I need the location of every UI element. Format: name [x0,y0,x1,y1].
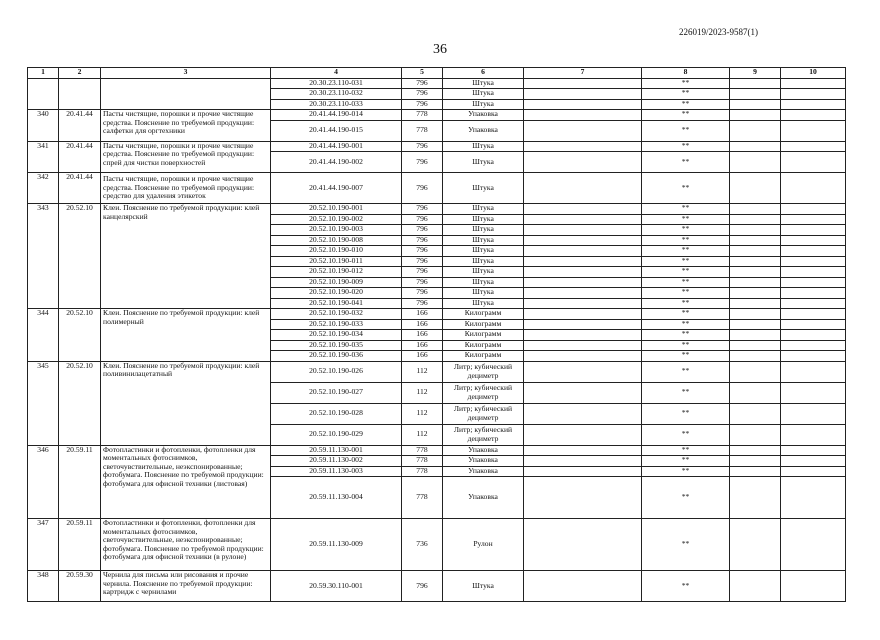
unit-name: Килограмм [443,351,524,362]
col-10-empty [781,466,846,477]
procurement-table [27,67,846,602]
col-9-empty [730,110,781,121]
col-7-empty [524,298,642,309]
row-number: 345 [28,361,59,445]
okei-code: 112 [402,361,443,382]
table-row [28,445,846,456]
col-9-empty [730,277,781,288]
col-7-empty [524,288,642,299]
okei-code: 796 [402,225,443,236]
item-description: Фотопластинки и фотопленки, фотопленки для моментальных фотоснимков, светочувствительные, неэкспонированные; фотобумага. Пояснение по требуемой продукции: фотобумага для офисной техники (листовая) [101,445,271,519]
col-7-empty [524,340,642,351]
okei-code: 112 [402,403,443,424]
okei-code: 166 [402,330,443,341]
col-10-empty [781,361,846,382]
item-description: Пасты чистящие, порошки и прочие чистящие средства. Пояснение по требуемой продукции: спрей для чистки поверхностей [101,141,271,173]
mark: ** [642,173,730,204]
col-10-empty [781,246,846,257]
unit-name: Упаковка [443,466,524,477]
col-9-empty [730,445,781,456]
col-10-empty [781,424,846,445]
table-row [28,141,846,152]
unit-name: Килограмм [443,340,524,351]
unit-name: Литр; кубический дециметр [443,382,524,403]
col-9-empty [730,256,781,267]
okpd-code [59,78,101,110]
col-9-empty [730,466,781,477]
okei-code: 112 [402,424,443,445]
mark: ** [642,351,730,362]
mark: ** [642,120,730,141]
okei-code: 796 [402,99,443,110]
col-9-empty [730,235,781,246]
row-number: 348 [28,571,59,602]
unit-name: Штука [443,246,524,257]
col-7-empty [524,361,642,382]
col-9-empty [730,78,781,89]
col-9-empty [730,298,781,309]
mark: ** [642,330,730,341]
ktru-code: 20.52.10.190-026 [271,361,402,382]
col-7-empty [524,173,642,204]
col-7-empty [524,309,642,320]
row-number: 342 [28,173,59,204]
col-7-empty [524,519,642,571]
column-header: 8 [642,68,730,79]
col-10-empty [781,173,846,204]
col-7-empty [524,319,642,330]
ktru-code: 20.52.10.190-033 [271,319,402,330]
mark: ** [642,424,730,445]
mark: ** [642,361,730,382]
col-10-empty [781,571,846,602]
ktru-code: 20.59.11.130-004 [271,477,402,519]
mark: ** [642,89,730,100]
okpd-code: 20.59.30 [59,571,101,602]
col-9-empty [730,382,781,403]
column-header: 9 [730,68,781,79]
col-9-empty [730,89,781,100]
unit-name: Килограмм [443,309,524,320]
okei-code: 778 [402,466,443,477]
col-7-empty [524,351,642,362]
ktru-code: 20.41.44.190-015 [271,120,402,141]
mark: ** [642,235,730,246]
col-9-empty [730,141,781,152]
ktru-code: 20.59.11.130-001 [271,445,402,456]
ktru-code: 20.52.10.190-012 [271,267,402,278]
col-7-empty [524,99,642,110]
col-10-empty [781,445,846,456]
ktru-code: 20.30.23.110-033 [271,99,402,110]
ktru-code: 20.52.10.190-032 [271,309,402,320]
col-9-empty [730,351,781,362]
unit-name: Литр; кубический дециметр [443,361,524,382]
mark: ** [642,246,730,257]
row-number [28,78,59,110]
ktru-code: 20.52.10.190-034 [271,330,402,341]
ktru-code: 20.30.23.110-031 [271,78,402,89]
col-7-empty [524,120,642,141]
col-9-empty [730,120,781,141]
row-number: 344 [28,309,59,362]
col-7-empty [524,225,642,236]
col-9-empty [730,340,781,351]
unit-name: Упаковка [443,477,524,519]
col-9-empty [730,152,781,173]
table-row [28,204,846,215]
mark: ** [642,277,730,288]
unit-name: Штука [443,99,524,110]
column-header: 6 [443,68,524,79]
okei-code: 778 [402,445,443,456]
okei-code: 112 [402,382,443,403]
ktru-code: 20.52.10.190-036 [271,351,402,362]
col-7-empty [524,89,642,100]
mark: ** [642,141,730,152]
table-row [28,110,846,121]
ktru-code: 20.52.10.190-041 [271,298,402,309]
col-7-empty [524,235,642,246]
col-10-empty [781,267,846,278]
mark: ** [642,204,730,215]
table-row [28,519,846,571]
ktru-code: 20.52.10.190-020 [271,288,402,299]
col-10-empty [781,277,846,288]
item-description: Фотопластинки и фотопленки, фотопленки для моментальных фотоснимков, светочувствительные, неэкспонированные; фотобумага. Пояснение по требуемой продукции: фотобумага для офисной техники (в рулоне) [101,519,271,571]
col-7-empty [524,277,642,288]
col-9-empty [730,330,781,341]
col-10-empty [781,214,846,225]
col-9-empty [730,173,781,204]
col-7-empty [524,110,642,121]
col-9-empty [730,225,781,236]
unit-name: Упаковка [443,120,524,141]
okpd-code: 20.59.11 [59,519,101,571]
col-7-empty [524,141,642,152]
col-10-empty [781,382,846,403]
mark: ** [642,214,730,225]
ktru-code: 20.52.10.190-008 [271,235,402,246]
okei-code: 796 [402,246,443,257]
okei-code: 796 [402,267,443,278]
col-10-empty [781,204,846,215]
ktru-code: 20.52.10.190-003 [271,225,402,236]
column-header: 2 [59,68,101,79]
item-description: Клеи. Пояснение по требуемой продукции: клей полимерный [101,309,271,362]
unit-name: Килограмм [443,330,524,341]
col-9-empty [730,361,781,382]
unit-name: Штука [443,235,524,246]
col-10-empty [781,288,846,299]
okei-code: 736 [402,519,443,571]
col-10-empty [781,351,846,362]
mark: ** [642,466,730,477]
unit-name: Штука [443,288,524,299]
unit-name: Штука [443,173,524,204]
col-10-empty [781,110,846,121]
mark: ** [642,340,730,351]
item-description: Клеи. Пояснение по требуемой продукции: клей канцелярский [101,204,271,309]
unit-name: Штука [443,152,524,173]
okpd-code: 20.41.44 [59,173,101,204]
col-9-empty [730,403,781,424]
column-header: 7 [524,68,642,79]
col-10-empty [781,456,846,467]
item-description: Пасты чистящие, порошки и прочие чистящие средства. Пояснение по требуемой продукции: салфетки для оргтехники [101,110,271,142]
ktru-code: 20.59.11.130-002 [271,456,402,467]
column-header-row [28,68,846,79]
mark: ** [642,319,730,330]
ktru-code: 20.59.11.130-003 [271,466,402,477]
col-10-empty [781,141,846,152]
mark: ** [642,456,730,467]
row-number: 340 [28,110,59,142]
ktru-code: 20.41.44.190-007 [271,173,402,204]
col-7-empty [524,403,642,424]
col-10-empty [781,78,846,89]
col-9-empty [730,99,781,110]
okei-code: 796 [402,298,443,309]
mark: ** [642,110,730,121]
col-10-empty [781,235,846,246]
okei-code: 166 [402,309,443,320]
col-7-empty [524,424,642,445]
col-9-empty [730,456,781,467]
table-body [28,78,846,602]
okei-code: 796 [402,288,443,299]
okei-code: 796 [402,89,443,100]
item-description: Чернила для письма или рисования и прочие чернила. Пояснение по требуемой продукции: картридж с чернилами [101,571,271,602]
col-10-empty [781,99,846,110]
column-header: 10 [781,68,846,79]
col-7-empty [524,445,642,456]
ktru-code: 20.52.10.190-010 [271,246,402,257]
mark: ** [642,256,730,267]
table-row [28,571,846,602]
unit-name: Штука [443,277,524,288]
okei-code: 778 [402,456,443,467]
unit-name: Штука [443,571,524,602]
ktru-code: 20.30.23.110-032 [271,89,402,100]
unit-name: Рулон [443,519,524,571]
ktru-code: 20.41.44.190-002 [271,152,402,173]
okpd-code: 20.41.44 [59,110,101,142]
row-number: 343 [28,204,59,309]
item-description: Пасты чистящие, порошки и прочие чистящие средства. Пояснение по требуемой продукции: средство для удаления этикеток [101,173,271,204]
okei-code: 796 [402,235,443,246]
unit-name: Штука [443,89,524,100]
col-10-empty [781,477,846,519]
col-10-empty [781,330,846,341]
col-7-empty [524,330,642,341]
okpd-code: 20.52.10 [59,309,101,362]
col-10-empty [781,298,846,309]
col-7-empty [524,204,642,215]
okpd-code: 20.41.44 [59,141,101,173]
table-row [28,173,846,204]
okei-code: 796 [402,204,443,215]
col-10-empty [781,519,846,571]
okei-code: 796 [402,173,443,204]
col-10-empty [781,319,846,330]
col-7-empty [524,456,642,467]
okei-code: 778 [402,120,443,141]
col-7-empty [524,571,642,602]
col-7-empty [524,267,642,278]
unit-name: Килограмм [443,319,524,330]
unit-name: Штука [443,78,524,89]
okei-code: 778 [402,477,443,519]
mark: ** [642,382,730,403]
mark: ** [642,288,730,299]
unit-name: Штука [443,267,524,278]
unit-name: Штука [443,214,524,225]
ktru-code: 20.52.10.190-035 [271,340,402,351]
mark: ** [642,519,730,571]
ktru-code: 20.52.10.190-028 [271,403,402,424]
okei-code: 778 [402,110,443,121]
page-number: 36 [433,42,447,57]
ktru-code: 20.52.10.190-011 [271,256,402,267]
unit-name: Упаковка [443,445,524,456]
unit-name: Штука [443,225,524,236]
unit-name: Упаковка [443,110,524,121]
mark: ** [642,99,730,110]
col-9-empty [730,424,781,445]
col-10-empty [781,309,846,320]
col-7-empty [524,477,642,519]
ktru-code: 20.41.44.190-001 [271,141,402,152]
ktru-code: 20.52.10.190-002 [271,214,402,225]
table-row [28,361,846,382]
col-9-empty [730,214,781,225]
okei-code: 796 [402,256,443,267]
col-10-empty [781,225,846,236]
mark: ** [642,309,730,320]
unit-name: Штука [443,298,524,309]
okpd-code: 20.52.10 [59,204,101,309]
okei-code: 796 [402,571,443,602]
column-header: 4 [271,68,402,79]
col-9-empty [730,319,781,330]
unit-name: Литр; кубический дециметр [443,403,524,424]
column-header: 5 [402,68,443,79]
col-10-empty [781,152,846,173]
col-10-empty [781,120,846,141]
ktru-code: 20.52.10.190-027 [271,382,402,403]
col-7-empty [524,382,642,403]
unit-name: Штука [443,204,524,215]
col-7-empty [524,246,642,257]
mark: ** [642,571,730,602]
okei-code: 166 [402,319,443,330]
col-7-empty [524,214,642,225]
okei-code: 166 [402,340,443,351]
unit-name: Упаковка [443,456,524,467]
col-7-empty [524,78,642,89]
mark: ** [642,298,730,309]
unit-name: Штука [443,141,524,152]
ktru-code: 20.52.10.190-009 [271,277,402,288]
ktru-code: 20.52.10.190-001 [271,204,402,215]
item-description [101,78,271,110]
ktru-code: 20.59.30.110-001 [271,571,402,602]
okei-code: 796 [402,214,443,225]
okpd-code: 20.59.11 [59,445,101,519]
ktru-code: 20.41.44.190-014 [271,110,402,121]
mark: ** [642,267,730,278]
mark: ** [642,152,730,173]
row-number: 341 [28,141,59,173]
col-9-empty [730,477,781,519]
okei-code: 796 [402,152,443,173]
mark: ** [642,403,730,424]
okpd-code: 20.52.10 [59,361,101,445]
col-10-empty [781,340,846,351]
document-number: 226019/2023-9587(1) [679,27,758,37]
col-9-empty [730,246,781,257]
col-7-empty [524,152,642,173]
ktru-code: 20.52.10.190-029 [271,424,402,445]
mark: ** [642,225,730,236]
col-9-empty [730,519,781,571]
okei-code: 796 [402,78,443,89]
col-9-empty [730,288,781,299]
col-9-empty [730,204,781,215]
mark: ** [642,477,730,519]
ktru-code: 20.59.11.130-009 [271,519,402,571]
col-9-empty [730,571,781,602]
col-9-empty [730,267,781,278]
col-7-empty [524,256,642,267]
okei-code: 166 [402,351,443,362]
row-number: 346 [28,445,59,519]
table-row [28,309,846,320]
okei-code: 796 [402,277,443,288]
column-header: 1 [28,68,59,79]
col-9-empty [730,309,781,320]
row-number: 347 [28,519,59,571]
mark: ** [642,78,730,89]
unit-name: Литр; кубический дециметр [443,424,524,445]
table-row [28,78,846,89]
okei-code: 796 [402,141,443,152]
column-header: 3 [101,68,271,79]
col-10-empty [781,89,846,100]
col-7-empty [524,466,642,477]
col-10-empty [781,256,846,267]
mark: ** [642,445,730,456]
col-10-empty [781,403,846,424]
item-description: Клеи. Пояснение по требуемой продукции: клей поливинилацетатный [101,361,271,445]
unit-name: Штука [443,256,524,267]
